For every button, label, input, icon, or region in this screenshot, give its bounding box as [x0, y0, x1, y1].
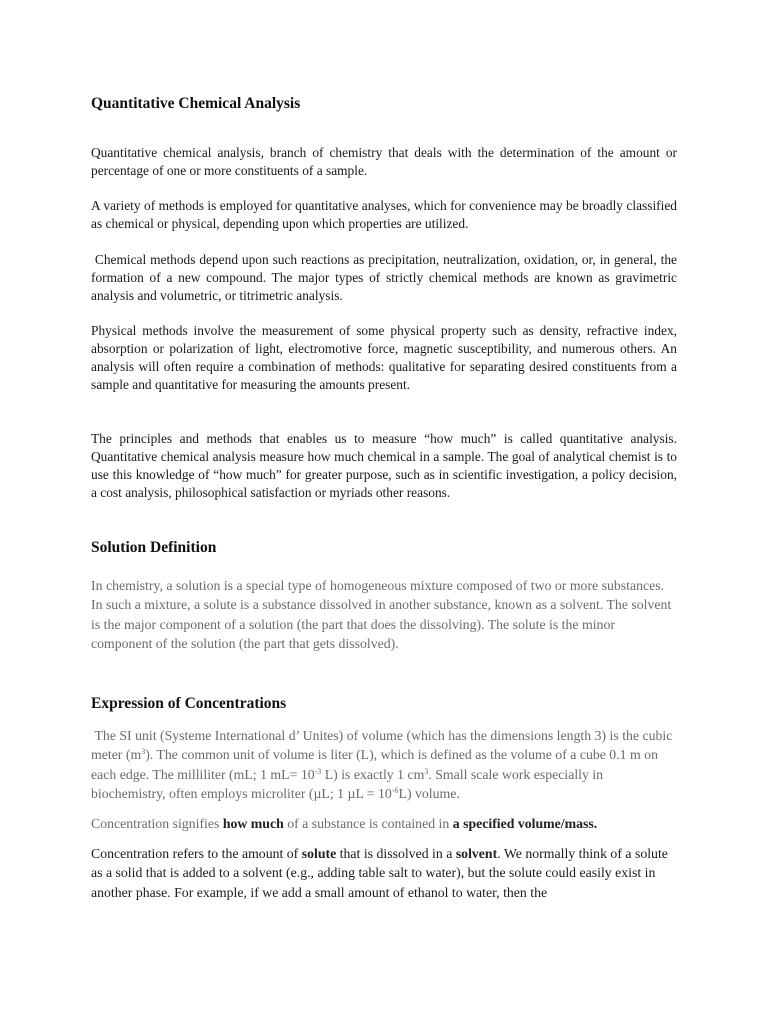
si-text-1: The SI unit (Systeme International d’ Unites) of volume (which has the dimensions length 3) is the cubic meter (m: [91, 728, 673, 763]
intro-paragraph-3: Chemical methods depend upon such reactions as precipitation, neutralization, oxidation, or, in general, the formation of a new compound. The major types of strictly chemical methods are known as gravimetric analysis and volumetric, or titrimetric analysis.: [91, 252, 677, 303]
refers-bold-2: solvent: [455, 846, 498, 861]
si-sup-4: -6: [391, 785, 399, 795]
si-sup-3: 3: [424, 766, 429, 776]
intro-paragraph-1: Quantitative chemical analysis, branch of chemistry that deals with the determination of the amount or percentage of one or more constituents of a sample.: [91, 145, 677, 178]
si-sup-2: -3: [314, 766, 322, 776]
refers-paragraph: [91, 844, 677, 902]
solution-paragraph: In chemistry, a solution is a special type of homogeneous mixture composed of two or more substances. In such a mixture, a solute is a substance dissolved in another substance, known as a solvent. The solvent is the major component of a solution (the part that does the dissolving). The solute is the minor component of the solution (the part that gets dissolved).: [91, 578, 672, 651]
solution-heading: Solution Definition: [91, 539, 217, 556]
refers-bold-1: solute: [301, 846, 337, 861]
intro-paragraph-2: A variety of methods is employed for quantitative analyses, which for convenience may be broadly classified as chemical or physical, depending upon which properties are utilized.: [91, 198, 677, 231]
refers-text-1: Concentration refers to the amount of: [91, 846, 302, 861]
signifies-bold-2: a specified volume/mass.: [452, 816, 598, 831]
intro-paragraph-5: The principles and methods that enables us to measure “how much” is called quantitative analysis. Quantitative chemical analysis measure how much chemical in a sample. The goal of analytical chemist is to use this knowledge of “how much” for greater purpose, such as in scientific investigation, a policy decision, a cost analysis, philosophical satisfaction or myriads other reasons.: [91, 431, 677, 500]
si-text-5: L) volume.: [398, 785, 460, 801]
si-unit-paragraph: [91, 726, 677, 803]
si-text-4: . Small scale work especially in biochemistry, often employs microliter (µL; 1 µL = 10: [91, 766, 604, 801]
concentration-heading: Expression of Concentrations: [91, 695, 287, 712]
page-title: Quantitative Chemical Analysis: [91, 95, 301, 112]
refers-text-3: . We normally think of a solute as a solid that is added to a solvent (e.g., adding table salt to water), but the solute could easily exist in another phase. For example, if we add a small amount of ethanol to water, then the: [91, 846, 668, 900]
intro-paragraph-4: Physical methods involve the measurement of some physical property such as density, refractive index, absorption or polarization of light, electromotive force, magnetic susceptibility, and numerous others. An analysis will often require a combination of methods: qualitative for separating desired constituents from a sample and quantitative for measuring the amounts present.: [91, 323, 677, 392]
refers-text-2: that is dissolved in a: [336, 846, 456, 861]
si-text-3: L) is exactly 1 cm: [321, 766, 425, 782]
signifies-paragraph: [91, 814, 677, 833]
si-sup-1: 3: [141, 747, 146, 757]
si-text-2: ). The common unit of volume is liter (L), which is defined as the volume of a cube 0.1 m on each edge. The milliliter (mL; 1 mL= 10: [91, 747, 658, 782]
signifies-text-1: Concentration signifies: [91, 816, 223, 831]
signifies-bold-1: how much: [222, 816, 284, 831]
signifies-text-2: of a substance is contained in: [283, 816, 453, 831]
